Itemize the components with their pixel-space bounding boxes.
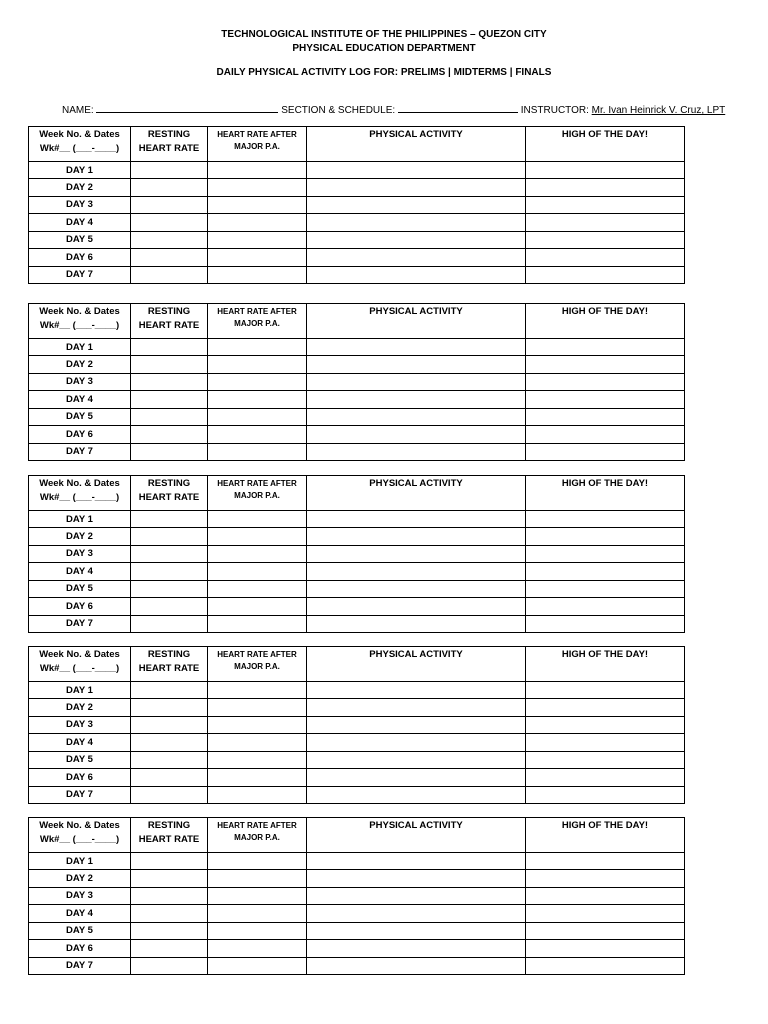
day-label: DAY 2 (29, 356, 131, 373)
high-of-the-day-cell[interactable] (526, 922, 685, 939)
high-of-the-day-cell[interactable] (526, 940, 685, 957)
week-number-field[interactable]: Wk#__ (___-____) (39, 834, 120, 845)
weekly-log-table (28, 126, 685, 284)
heart-rate-after-cell[interactable] (208, 580, 307, 597)
week-dates-label: Week No. & Dates (39, 820, 120, 831)
day-label: DAY 4 (29, 905, 131, 922)
table-row (29, 161, 685, 178)
day-label: DAY 1 (29, 338, 131, 355)
table-row (29, 852, 685, 869)
heart-rate-after-cell[interactable] (208, 598, 307, 615)
heart-rate-after-cell[interactable] (208, 563, 307, 580)
table-header-row (29, 304, 685, 339)
high-of-the-day-cell[interactable] (526, 356, 685, 373)
resting-label-1: RESTING (147, 129, 191, 140)
physical-activity-cell[interactable] (307, 443, 526, 461)
day-label: DAY 2 (29, 528, 131, 545)
day-label: DAY 4 (29, 563, 131, 580)
weekly-log-table (28, 475, 685, 633)
heart-rate-after-cell[interactable] (208, 443, 307, 461)
week-number-field[interactable]: Wk#__ (___-____) (39, 492, 120, 503)
day-label: DAY 7 (29, 266, 131, 284)
high-of-the-day-cell[interactable] (526, 179, 685, 196)
resting-heart-rate-cell[interactable] (131, 545, 208, 562)
resting-heart-rate-cell[interactable] (131, 356, 208, 373)
resting-heart-rate-cell[interactable] (131, 528, 208, 545)
week-dates-header (29, 476, 131, 511)
table-header-row (29, 476, 685, 511)
resting-heart-rate-cell[interactable] (131, 391, 208, 408)
weekly-log-table (28, 646, 685, 804)
day-label: DAY 5 (29, 580, 131, 597)
physical-activity-cell[interactable] (307, 681, 526, 698)
physical-activity-cell[interactable] (307, 598, 526, 615)
resting-heart-rate-cell[interactable] (131, 196, 208, 213)
week-number-field[interactable]: Wk#__ (___-____) (39, 663, 120, 674)
resting-heart-rate-cell[interactable] (131, 716, 208, 733)
resting-heart-rate-cell[interactable] (131, 580, 208, 597)
instructor-name: Mr. Ivan Heinrick V. Cruz, LPT (591, 105, 726, 116)
resting-heart-rate-header (131, 476, 208, 511)
table-row (29, 510, 685, 527)
resting-heart-rate-header (131, 647, 208, 682)
high-of-the-day-cell[interactable] (526, 443, 685, 461)
high-of-the-day-cell[interactable] (526, 751, 685, 768)
resting-heart-rate-cell[interactable] (131, 769, 208, 786)
heart-rate-after-cell[interactable] (208, 681, 307, 698)
day-label: DAY 6 (29, 598, 131, 615)
student-info-line (62, 101, 725, 116)
heart-rate-after-cell[interactable] (208, 231, 307, 248)
day-label: DAY 1 (29, 510, 131, 527)
physical-activity-cell[interactable] (307, 734, 526, 751)
heart-rate-after-cell[interactable] (208, 545, 307, 562)
physical-activity-cell[interactable] (307, 563, 526, 580)
resting-heart-rate-cell[interactable] (131, 751, 208, 768)
high-of-the-day-cell[interactable] (526, 214, 685, 231)
high-of-the-day-cell[interactable] (526, 852, 685, 869)
day-label: DAY 7 (29, 443, 131, 461)
high-of-the-day-cell[interactable] (526, 681, 685, 698)
section-label: SECTION & SCHEDULE: (281, 105, 396, 116)
heart-rate-after-header (208, 647, 307, 682)
table-row (29, 615, 685, 633)
week-dates-header (29, 304, 131, 339)
resting-label-2: HEART RATE (138, 320, 200, 331)
physical-activity-cell[interactable] (307, 769, 526, 786)
physical-activity-cell[interactable] (307, 426, 526, 443)
table-row (29, 249, 685, 266)
resting-label-1: RESTING (147, 306, 191, 317)
log-title: DAILY PHYSICAL ACTIVITY LOG FOR: PRELIMS | MIDTERMS | FINALS (216, 67, 552, 78)
resting-heart-rate-cell[interactable] (131, 231, 208, 248)
high-of-the-day-cell[interactable] (526, 545, 685, 562)
week-dates-label: Week No. & Dates (39, 306, 120, 317)
high-of-the-day-cell[interactable] (526, 905, 685, 922)
day-label: DAY 5 (29, 922, 131, 939)
resting-heart-rate-cell[interactable] (131, 870, 208, 887)
physical-activity-header: PHYSICAL ACTIVITY (307, 647, 526, 682)
name-field[interactable] (96, 101, 278, 113)
table-row (29, 786, 685, 804)
physical-activity-cell[interactable] (307, 231, 526, 248)
physical-activity-cell[interactable] (307, 510, 526, 527)
heart-rate-after-cell[interactable] (208, 391, 307, 408)
after-label-1: HEART RATE AFTER (217, 479, 297, 488)
physical-activity-cell[interactable] (307, 214, 526, 231)
heart-rate-after-cell[interactable] (208, 922, 307, 939)
high-of-the-day-cell[interactable] (526, 699, 685, 716)
high-of-the-day-cell[interactable] (526, 786, 685, 804)
physical-activity-cell[interactable] (307, 699, 526, 716)
high-of-the-day-cell[interactable] (526, 734, 685, 751)
high-of-the-day-header: HIGH OF THE DAY! (526, 476, 685, 511)
high-of-the-day-header: HIGH OF THE DAY! (526, 304, 685, 339)
resting-heart-rate-cell[interactable] (131, 922, 208, 939)
name-label: NAME: (62, 105, 94, 116)
day-label: DAY 1 (29, 852, 131, 869)
high-of-the-day-cell[interactable] (526, 716, 685, 733)
physical-activity-header: PHYSICAL ACTIVITY (307, 304, 526, 339)
table-row (29, 528, 685, 545)
heart-rate-after-header (208, 476, 307, 511)
resting-heart-rate-cell[interactable] (131, 615, 208, 633)
after-label-1: HEART RATE AFTER (217, 821, 297, 830)
high-of-the-day-cell[interactable] (526, 769, 685, 786)
high-of-the-day-cell[interactable] (526, 373, 685, 390)
resting-heart-rate-cell[interactable] (131, 887, 208, 904)
day-label: DAY 6 (29, 769, 131, 786)
table-row (29, 408, 685, 425)
resting-heart-rate-cell[interactable] (131, 408, 208, 425)
resting-heart-rate-cell[interactable] (131, 957, 208, 975)
day-label: DAY 6 (29, 249, 131, 266)
table-header-row (29, 818, 685, 853)
physical-activity-cell[interactable] (307, 249, 526, 266)
week-dates-header (29, 647, 131, 682)
heart-rate-after-cell[interactable] (208, 852, 307, 869)
high-of-the-day-header: HIGH OF THE DAY! (526, 818, 685, 853)
after-label-2: MAJOR P.A. (234, 491, 280, 500)
high-of-the-day-header: HIGH OF THE DAY! (526, 647, 685, 682)
physical-activity-cell[interactable] (307, 751, 526, 768)
high-of-the-day-cell[interactable] (526, 563, 685, 580)
after-label-1: HEART RATE AFTER (217, 130, 297, 139)
physical-activity-header: PHYSICAL ACTIVITY (307, 818, 526, 853)
high-of-the-day-cell[interactable] (526, 528, 685, 545)
day-label: DAY 7 (29, 615, 131, 633)
resting-heart-rate-cell[interactable] (131, 905, 208, 922)
physical-activity-cell[interactable] (307, 957, 526, 975)
resting-label-2: HEART RATE (138, 663, 200, 674)
resting-heart-rate-cell[interactable] (131, 338, 208, 355)
high-of-the-day-cell[interactable] (526, 196, 685, 213)
heart-rate-after-cell[interactable] (208, 870, 307, 887)
high-of-the-day-cell[interactable] (526, 870, 685, 887)
physical-activity-cell[interactable] (307, 356, 526, 373)
day-label: DAY 4 (29, 214, 131, 231)
heart-rate-after-cell[interactable] (208, 528, 307, 545)
table-row (29, 905, 685, 922)
physical-activity-cell[interactable] (307, 528, 526, 545)
heart-rate-after-cell[interactable] (208, 786, 307, 804)
after-label-1: HEART RATE AFTER (217, 650, 297, 659)
table-row (29, 426, 685, 443)
resting-heart-rate-cell[interactable] (131, 266, 208, 284)
physical-activity-cell[interactable] (307, 373, 526, 390)
table-row (29, 214, 685, 231)
physical-activity-cell[interactable] (307, 940, 526, 957)
week-number-field[interactable]: Wk#__ (___-____) (39, 143, 120, 154)
resting-label-1: RESTING (147, 820, 191, 831)
high-of-the-day-cell[interactable] (526, 266, 685, 284)
heart-rate-after-cell[interactable] (208, 426, 307, 443)
day-label: DAY 3 (29, 373, 131, 390)
high-of-the-day-cell[interactable] (526, 249, 685, 266)
resting-heart-rate-cell[interactable] (131, 443, 208, 461)
resting-heart-rate-cell[interactable] (131, 940, 208, 957)
resting-heart-rate-cell[interactable] (131, 249, 208, 266)
resting-label-1: RESTING (147, 649, 191, 660)
physical-activity-cell[interactable] (307, 905, 526, 922)
heart-rate-after-cell[interactable] (208, 266, 307, 284)
day-label: DAY 2 (29, 699, 131, 716)
high-of-the-day-cell[interactable] (526, 957, 685, 975)
resting-heart-rate-cell[interactable] (131, 214, 208, 231)
heart-rate-after-header (208, 818, 307, 853)
day-label: DAY 3 (29, 545, 131, 562)
high-of-the-day-cell[interactable] (526, 887, 685, 904)
table-row (29, 870, 685, 887)
physical-activity-cell[interactable] (307, 887, 526, 904)
table-row (29, 391, 685, 408)
heart-rate-after-cell[interactable] (208, 510, 307, 527)
heart-rate-after-cell[interactable] (208, 408, 307, 425)
high-of-the-day-cell[interactable] (526, 408, 685, 425)
instructor-label: INSTRUCTOR: (520, 105, 589, 116)
table-row (29, 266, 685, 284)
table-header-row (29, 647, 685, 682)
day-label: DAY 7 (29, 786, 131, 804)
table-row (29, 940, 685, 957)
resting-heart-rate-cell[interactable] (131, 734, 208, 751)
weekly-log-table (28, 303, 685, 461)
resting-heart-rate-cell[interactable] (131, 852, 208, 869)
after-label-1: HEART RATE AFTER (217, 307, 297, 316)
table-row (29, 356, 685, 373)
physical-activity-cell[interactable] (307, 615, 526, 633)
table-row (29, 716, 685, 733)
heart-rate-after-cell[interactable] (208, 356, 307, 373)
physical-activity-cell[interactable] (307, 408, 526, 425)
day-label: DAY 4 (29, 734, 131, 751)
after-label-2: MAJOR P.A. (234, 662, 280, 671)
physical-activity-cell[interactable] (307, 266, 526, 284)
resting-label-2: HEART RATE (138, 492, 200, 503)
heart-rate-after-cell[interactable] (208, 905, 307, 922)
table-row (29, 231, 685, 248)
institution-title: TECHNOLOGICAL INSTITUTE OF THE PHILIPPINES – QUEZON CITY (221, 29, 547, 40)
table-row (29, 179, 685, 196)
section-field[interactable] (398, 101, 518, 113)
day-label: DAY 5 (29, 408, 131, 425)
table-row (29, 922, 685, 939)
day-label: DAY 3 (29, 716, 131, 733)
table-row (29, 563, 685, 580)
resting-heart-rate-cell[interactable] (131, 373, 208, 390)
high-of-the-day-cell[interactable] (526, 580, 685, 597)
week-number-field[interactable]: Wk#__ (___-____) (39, 320, 120, 331)
high-of-the-day-cell[interactable] (526, 161, 685, 178)
resting-heart-rate-cell[interactable] (131, 179, 208, 196)
day-label: DAY 1 (29, 681, 131, 698)
day-label: DAY 3 (29, 887, 131, 904)
day-label: DAY 7 (29, 957, 131, 975)
table-row (29, 580, 685, 597)
resting-heart-rate-cell[interactable] (131, 598, 208, 615)
week-dates-label: Week No. & Dates (39, 649, 120, 660)
table-row (29, 769, 685, 786)
table-row (29, 699, 685, 716)
physical-activity-cell[interactable] (307, 716, 526, 733)
week-dates-label: Week No. & Dates (39, 129, 120, 140)
after-label-2: MAJOR P.A. (234, 319, 280, 328)
physical-activity-cell[interactable] (307, 161, 526, 178)
table-row (29, 887, 685, 904)
table-row (29, 734, 685, 751)
heart-rate-after-header (208, 304, 307, 339)
table-row (29, 751, 685, 768)
weekly-log-table (28, 817, 685, 975)
physical-activity-cell[interactable] (307, 179, 526, 196)
resting-label-2: HEART RATE (138, 834, 200, 845)
day-label: DAY 5 (29, 751, 131, 768)
resting-heart-rate-cell[interactable] (131, 161, 208, 178)
week-dates-header (29, 127, 131, 162)
heart-rate-after-cell[interactable] (208, 179, 307, 196)
heart-rate-after-cell[interactable] (208, 957, 307, 975)
after-label-2: MAJOR P.A. (234, 142, 280, 151)
heart-rate-after-cell[interactable] (208, 615, 307, 633)
heart-rate-after-cell[interactable] (208, 940, 307, 957)
resting-heart-rate-cell[interactable] (131, 699, 208, 716)
physical-activity-cell[interactable] (307, 338, 526, 355)
physical-activity-header: PHYSICAL ACTIVITY (307, 476, 526, 511)
physical-activity-cell[interactable] (307, 852, 526, 869)
department-title: PHYSICAL EDUCATION DEPARTMENT (292, 43, 476, 54)
table-row (29, 338, 685, 355)
resting-heart-rate-header (131, 127, 208, 162)
table-row (29, 196, 685, 213)
physical-activity-cell[interactable] (307, 922, 526, 939)
table-header-row (29, 127, 685, 162)
heart-rate-after-cell[interactable] (208, 734, 307, 751)
table-row (29, 373, 685, 390)
resting-heart-rate-cell[interactable] (131, 681, 208, 698)
resting-heart-rate-cell[interactable] (131, 563, 208, 580)
day-label: DAY 6 (29, 940, 131, 957)
day-label: DAY 4 (29, 391, 131, 408)
heart-rate-after-cell[interactable] (208, 769, 307, 786)
day-label: DAY 3 (29, 196, 131, 213)
physical-activity-cell[interactable] (307, 786, 526, 804)
after-label-2: MAJOR P.A. (234, 833, 280, 842)
table-row (29, 598, 685, 615)
physical-activity-cell[interactable] (307, 391, 526, 408)
resting-heart-rate-header (131, 818, 208, 853)
table-row (29, 681, 685, 698)
heart-rate-after-cell[interactable] (208, 338, 307, 355)
table-row (29, 545, 685, 562)
physical-activity-cell[interactable] (307, 545, 526, 562)
heart-rate-after-cell[interactable] (208, 373, 307, 390)
heart-rate-after-cell[interactable] (208, 699, 307, 716)
resting-heart-rate-cell[interactable] (131, 510, 208, 527)
day-label: DAY 2 (29, 870, 131, 887)
physical-activity-cell[interactable] (307, 196, 526, 213)
table-row (29, 957, 685, 975)
resting-label-2: HEART RATE (138, 143, 200, 154)
physical-activity-header: PHYSICAL ACTIVITY (307, 127, 526, 162)
high-of-the-day-cell[interactable] (526, 615, 685, 633)
heart-rate-after-cell[interactable] (208, 161, 307, 178)
day-label: DAY 6 (29, 426, 131, 443)
resting-heart-rate-cell[interactable] (131, 786, 208, 804)
week-dates-header (29, 818, 131, 853)
high-of-the-day-cell[interactable] (526, 391, 685, 408)
heart-rate-after-cell[interactable] (208, 751, 307, 768)
high-of-the-day-cell[interactable] (526, 598, 685, 615)
day-label: DAY 2 (29, 179, 131, 196)
heart-rate-after-cell[interactable] (208, 887, 307, 904)
table-row (29, 443, 685, 461)
heart-rate-after-header (208, 127, 307, 162)
high-of-the-day-cell[interactable] (526, 510, 685, 527)
high-of-the-day-cell[interactable] (526, 426, 685, 443)
heart-rate-after-cell[interactable] (208, 214, 307, 231)
resting-label-1: RESTING (147, 478, 191, 489)
high-of-the-day-cell[interactable] (526, 231, 685, 248)
resting-heart-rate-header (131, 304, 208, 339)
heart-rate-after-cell[interactable] (208, 249, 307, 266)
week-dates-label: Week No. & Dates (39, 478, 120, 489)
day-label: DAY 1 (29, 161, 131, 178)
physical-activity-cell[interactable] (307, 870, 526, 887)
day-label: DAY 5 (29, 231, 131, 248)
heart-rate-after-cell[interactable] (208, 196, 307, 213)
heart-rate-after-cell[interactable] (208, 716, 307, 733)
resting-heart-rate-cell[interactable] (131, 426, 208, 443)
physical-activity-cell[interactable] (307, 580, 526, 597)
high-of-the-day-header: HIGH OF THE DAY! (526, 127, 685, 162)
high-of-the-day-cell[interactable] (526, 338, 685, 355)
